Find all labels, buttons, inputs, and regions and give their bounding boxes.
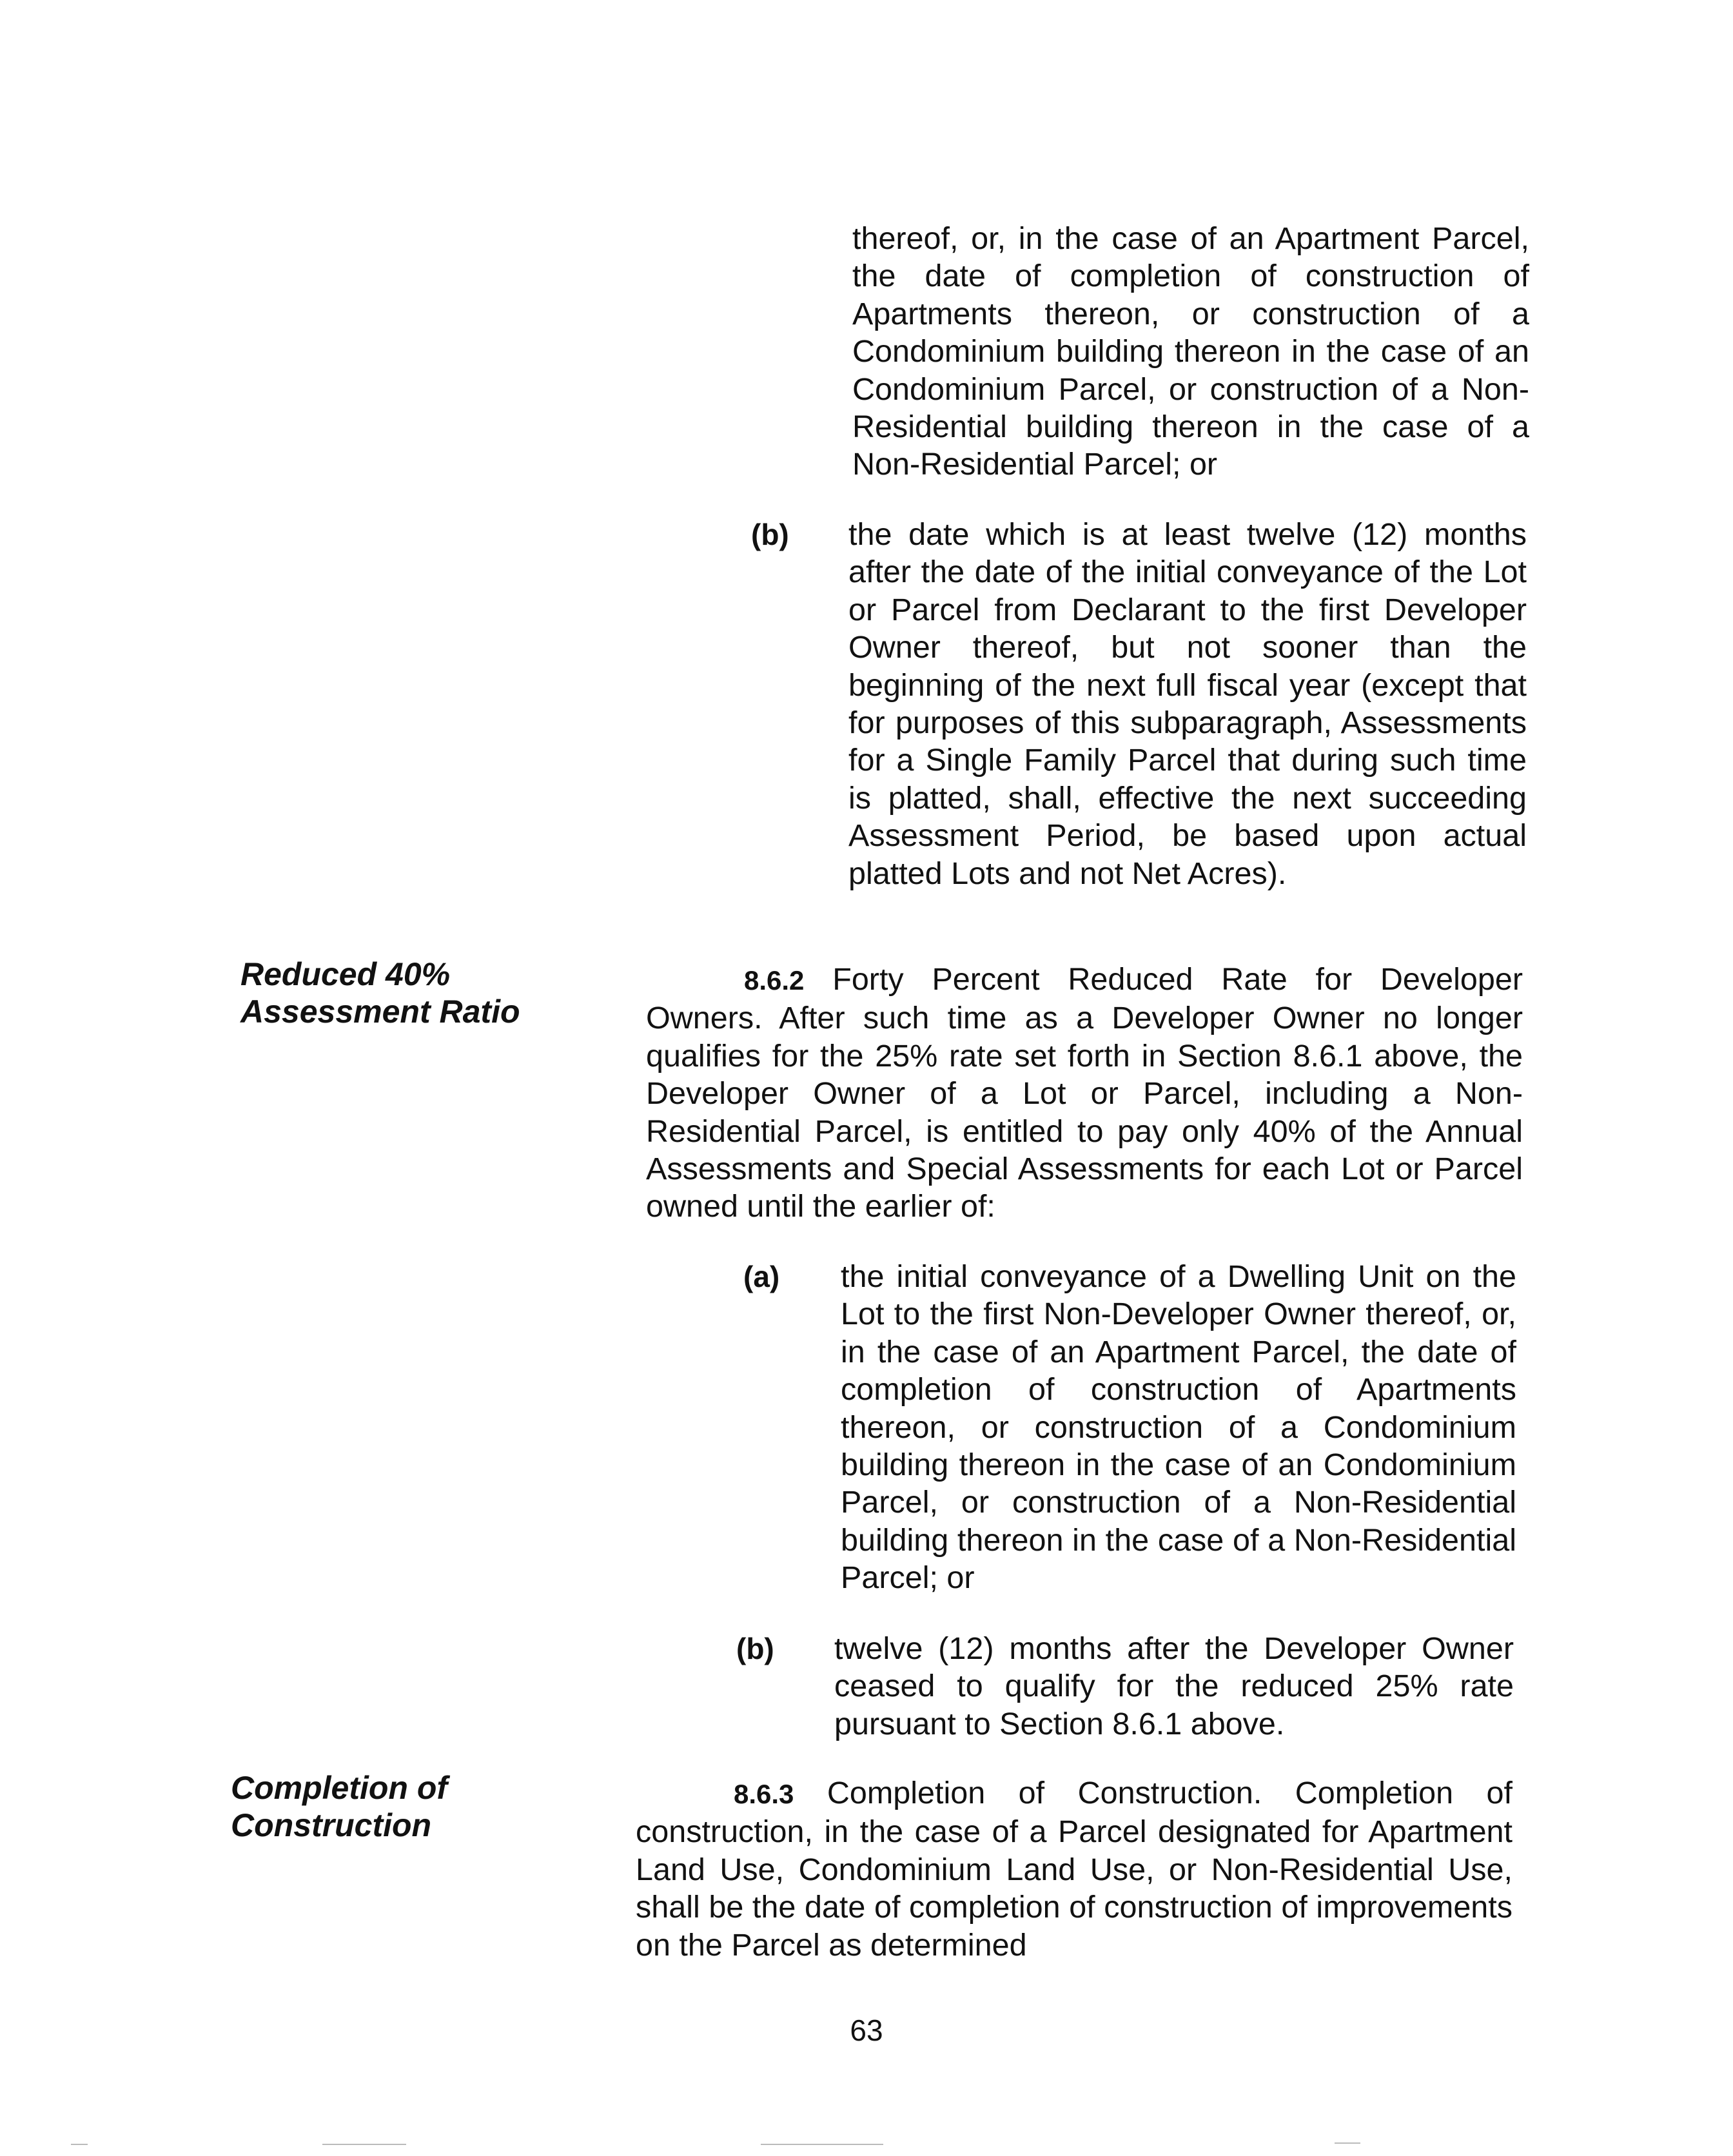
item-a-paragraph: the initial conveyance of a Dwelling Unit on the Lot to the first Non-Developer Owner thereof, or, in the case of an Apartment Parcel, the date of completion of construction of Apartments thereon, or construction of a Condominium building thereon in the case of an Condominium Parcel, or construction of a Non-Residential building thereon in the case of a Non-Residential Parcel; or xyxy=(841,1259,1516,1596)
section-text: Forty Percent Reduced Rate for Developer Owners. After such time as a Developer Owner no longer qualifies for the 25% rate set forth in Section 8.6.1 above, the Developer Owner of a Lot or Parcel, including a Non-Residential Parcel, is entitled to pay only 40% of the Annual Assessments and Special Assessments for each Lot or Parcel owned until the earlier of: xyxy=(646,962,1523,1224)
sidenote-line: Construction xyxy=(231,1807,432,1843)
item-a-marker: (a) xyxy=(743,1260,780,1293)
item-b-second-paragraph: twelve (12) months after the Developer Owner ceased to qualify for the reduced 25% rate pursuant to Section 8.6.1 above. xyxy=(834,1631,1514,1741)
scan-artifact xyxy=(761,2144,883,2145)
scan-artifact xyxy=(71,2144,88,2145)
item-b-marker: (b) xyxy=(751,518,789,551)
section-number: 8.6.3 xyxy=(734,1779,794,1809)
sidenote-reduced-40 xyxy=(240,956,520,1030)
sidenote-line: Reduced 40% xyxy=(240,956,451,992)
item-b-paragraph: the date which is at least twelve (12) months after the date of the initial conveyance of the Lot or Parcel from Declarant to the first Developer Owner thereof, but not sooner than the beginning of the next full fiscal year (except that for purposes of this subparagraph, Assessments for a Single Family Parcel that during such time is platted, shall, effective the next succeeding Assessment Period, be based upon actual platted Lots and not Net Acres). xyxy=(848,517,1527,891)
section-number: 8.6.2 xyxy=(744,965,805,995)
item-b-marker-second: (b) xyxy=(736,1632,774,1665)
scan-artifact xyxy=(1335,2142,1360,2144)
sidenote-line: Completion of xyxy=(231,1770,448,1806)
section-text: Completion of Construction. Completion of construction, in the case of a Parcel designated for Apartment Land Use, Condominium Land Use, or Non-Residential Use, shall be the date of completion of construction of improvements on the Parcel as determined xyxy=(636,1776,1513,1963)
sidenote-completion xyxy=(231,1769,447,1844)
section-8-6-2-paragraph xyxy=(646,961,1523,1226)
scan-artifact xyxy=(322,2144,406,2145)
continuation-paragraph: thereof, or, in the case of an Apartment Parcel, the date of completion of construction of Apartments thereon, or construction of a Condominium building thereon in the case of an Condominium Parcel, or construction of a Non-Residential building thereon in the case of a Non-Residential Parcel; or xyxy=(852,221,1529,482)
page-number: 63 xyxy=(850,2014,883,2047)
section-8-6-3-paragraph xyxy=(636,1774,1513,1964)
sidenote-line: Assessment Ratio xyxy=(240,994,520,1030)
